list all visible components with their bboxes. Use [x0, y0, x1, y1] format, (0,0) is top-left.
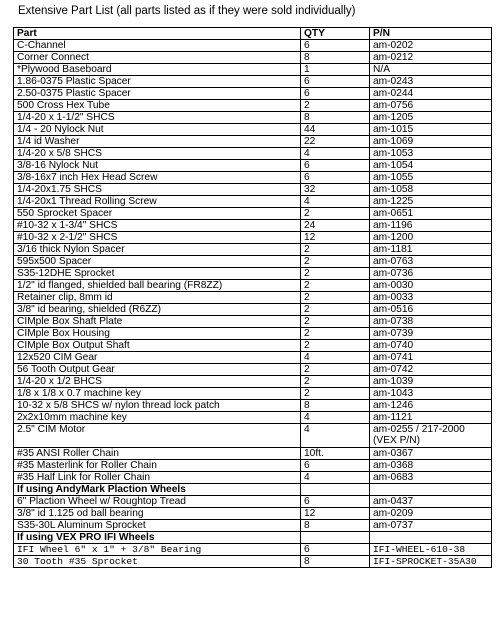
- pn-cell: am-1039: [370, 376, 492, 388]
- section-andymark: [14, 484, 492, 496]
- part-cell: CIMple Box Shaft Plate: [14, 316, 301, 328]
- qty-cell: 8: [301, 52, 370, 64]
- table-row: [14, 88, 492, 100]
- qty-cell: 2: [301, 364, 370, 376]
- part-cell: #10-32 x 1-3/4" SHCS: [14, 220, 301, 232]
- part-cell: 595x500 Spacer: [14, 256, 301, 268]
- qty-cell: 2: [301, 292, 370, 304]
- table-row: [14, 340, 492, 352]
- table-row: [14, 220, 492, 232]
- qty-cell: 2: [301, 376, 370, 388]
- pn-cell: am-0516: [370, 304, 492, 316]
- table-row: [14, 400, 492, 412]
- qty-cell: 10ft.: [301, 448, 370, 460]
- qty-cell: 8: [301, 400, 370, 412]
- qty-cell: 4: [301, 196, 370, 208]
- part-cell: 2.5" CIM Motor: [14, 424, 301, 448]
- part-cell: C-Channel: [14, 40, 301, 52]
- part-cell: *Plywood Baseboard: [14, 64, 301, 76]
- table-row: [14, 520, 492, 532]
- section-qty-empty: [301, 484, 370, 496]
- qty-cell: 2: [301, 208, 370, 220]
- table-row: [14, 292, 492, 304]
- qty-cell: 6: [301, 544, 370, 556]
- qty-cell: 6: [301, 88, 370, 100]
- part-cell: 3/8" id 1.125 od ball bearing: [14, 508, 301, 520]
- qty-cell: 4: [301, 472, 370, 484]
- part-cell: S35-12DHE Sprocket: [14, 268, 301, 280]
- part-cell: Corner Connect: [14, 52, 301, 64]
- header-part: Part: [14, 28, 301, 40]
- table-row: [14, 100, 492, 112]
- table-row: [14, 40, 492, 52]
- table-row: [14, 268, 492, 280]
- section-qty-empty: [301, 532, 370, 544]
- part-cell: 6" Plaction Wheel w/ Roughtop Tread: [14, 496, 301, 508]
- parts-table-body: [14, 28, 492, 568]
- part-cell: 1.86-0375 Plastic Spacer: [14, 76, 301, 88]
- part-cell: CIMple Box Housing: [14, 328, 301, 340]
- pn-cell: am-0244: [370, 88, 492, 100]
- part-cell: 1/4 - 20 Nylock Nut: [14, 124, 301, 136]
- part-cell: #35 Masterlink for Roller Chain: [14, 460, 301, 472]
- pn-cell: am-1205: [370, 112, 492, 124]
- section-pn-empty: [370, 532, 492, 544]
- pn-cell: N/A: [370, 64, 492, 76]
- table-header-row: [14, 28, 492, 40]
- part-cell: 2x2x10mm machine key: [14, 412, 301, 424]
- pn-cell: am-1246: [370, 400, 492, 412]
- part-cell: 30 Tooth #35 Sprocket: [14, 556, 301, 568]
- qty-cell: 8: [301, 520, 370, 532]
- table-row: [14, 160, 492, 172]
- qty-cell: 1: [301, 64, 370, 76]
- pn-cell: am-1053: [370, 148, 492, 160]
- part-cell: 1/4-20 x 1-1/2" SHCS: [14, 112, 301, 124]
- qty-cell: 8: [301, 556, 370, 568]
- table-row: [14, 136, 492, 148]
- part-cell: 1/2" id flanged, shielded ball bearing (FR8ZZ): [14, 280, 301, 292]
- part-cell: 3/8" id bearing, shielded (R6ZZ): [14, 304, 301, 316]
- part-cell: #10-32 x 2-1/2" SHCS: [14, 232, 301, 244]
- part-cell: Retainer clip, 8mm id: [14, 292, 301, 304]
- table-row: [14, 280, 492, 292]
- table-row: [14, 52, 492, 64]
- table-row: [14, 124, 492, 136]
- table-row: [14, 172, 492, 184]
- table-row: [14, 244, 492, 256]
- qty-cell: 2: [301, 340, 370, 352]
- pn-cell: am-0742: [370, 364, 492, 376]
- table-row: [14, 112, 492, 124]
- table-row: [14, 196, 492, 208]
- pn-cell: am-1058: [370, 184, 492, 196]
- table-row: [14, 388, 492, 400]
- qty-cell: 2: [301, 388, 370, 400]
- part-cell: 1/4-20 x 1/2 BHCS: [14, 376, 301, 388]
- pn-cell: am-0738: [370, 316, 492, 328]
- part-cell: 3/16 thick Nylon Spacer: [14, 244, 301, 256]
- part-cell: 12x520 CIM Gear: [14, 352, 301, 364]
- table-row: [14, 76, 492, 88]
- pn-cell: am-0368: [370, 460, 492, 472]
- pn-cell: am-1015: [370, 124, 492, 136]
- part-cell: 56 Tooth Output Gear: [14, 364, 301, 376]
- part-cell: 10-32 x 5/8 SHCS w/ nylon thread lock patch: [14, 400, 301, 412]
- header-qty: QTY: [301, 28, 370, 40]
- pn-cell: am-0739: [370, 328, 492, 340]
- table-row: [14, 208, 492, 220]
- table-row: [14, 148, 492, 160]
- qty-cell: 12: [301, 232, 370, 244]
- pn-cell: am-1069: [370, 136, 492, 148]
- part-cell: IFI Wheel 6" x 1" + 3/8" Bearing: [14, 544, 301, 556]
- part-cell: S35-30L Aluminum Sprocket: [14, 520, 301, 532]
- qty-cell: 6: [301, 496, 370, 508]
- pn-cell: am-1200: [370, 232, 492, 244]
- qty-cell: 2: [301, 100, 370, 112]
- pn-cell: am-1055: [370, 172, 492, 184]
- qty-cell: 4: [301, 424, 370, 448]
- part-cell: 1/4-20 x 5/8 SHCS: [14, 148, 301, 160]
- pn-cell: am-1196: [370, 220, 492, 232]
- pn-cell: am-0209: [370, 508, 492, 520]
- section-vex: [14, 532, 492, 544]
- pn-cell: am-0737: [370, 520, 492, 532]
- parts-table: [13, 27, 492, 568]
- pn-cell: am-1121: [370, 412, 492, 424]
- part-cell: 1/4 id Washer: [14, 136, 301, 148]
- qty-cell: 4: [301, 352, 370, 364]
- qty-cell: 2: [301, 280, 370, 292]
- section-label: If using VEX PRO IFI Wheels: [14, 532, 301, 544]
- table-row: [14, 316, 492, 328]
- qty-cell: 2: [301, 304, 370, 316]
- table-row: [14, 232, 492, 244]
- qty-cell: 22: [301, 136, 370, 148]
- section-pn-empty: [370, 484, 492, 496]
- qty-cell: 2: [301, 256, 370, 268]
- pn-cell: am-0651: [370, 208, 492, 220]
- table-row: [14, 184, 492, 196]
- section-label: If using AndyMark Plaction Wheels: [14, 484, 301, 496]
- table-row: [14, 556, 492, 568]
- pn-cell: am-0202: [370, 40, 492, 52]
- table-row: [14, 544, 492, 556]
- pn-cell: am-0437: [370, 496, 492, 508]
- qty-cell: 2: [301, 268, 370, 280]
- part-cell: CIMple Box Output Shaft: [14, 340, 301, 352]
- table-row: [14, 256, 492, 268]
- pn-cell: am-0255 / 217-2000 (VEX P/N): [370, 424, 492, 448]
- pn-cell: am-0740: [370, 340, 492, 352]
- qty-cell: 6: [301, 460, 370, 472]
- part-cell: 1/8 x 1/8 x 0.7 machine key: [14, 388, 301, 400]
- qty-cell: 2: [301, 244, 370, 256]
- table-row: [14, 364, 492, 376]
- pn-cell: am-1054: [370, 160, 492, 172]
- table-row: [14, 412, 492, 424]
- part-cell: 1/4-20x1.75 SHCS: [14, 184, 301, 196]
- pn-cell: am-0033: [370, 292, 492, 304]
- table-row: [14, 508, 492, 520]
- header-pn: P/N: [370, 28, 492, 40]
- table-row: [14, 304, 492, 316]
- qty-cell: 6: [301, 160, 370, 172]
- pn-cell: am-0756: [370, 100, 492, 112]
- part-cell: 550 Sprocket Spacer: [14, 208, 301, 220]
- qty-cell: 6: [301, 76, 370, 88]
- pn-cell: IFI-WHEEL-610-38: [370, 544, 492, 556]
- pn-cell: am-1181: [370, 244, 492, 256]
- page-title: Extensive Part List (all parts listed as if they were sold individually): [18, 5, 356, 17]
- pn-cell: am-0243: [370, 76, 492, 88]
- pn-cell: am-0736: [370, 268, 492, 280]
- part-cell: 2.50-0375 Plastic Spacer: [14, 88, 301, 100]
- part-cell: #35 ANSI Roller Chain: [14, 448, 301, 460]
- qty-cell: 2: [301, 316, 370, 328]
- table-row: [14, 352, 492, 364]
- table-row: [14, 460, 492, 472]
- table-row: [14, 424, 492, 448]
- qty-cell: 6: [301, 40, 370, 52]
- pn-cell: IFI-SPROCKET-35A30: [370, 556, 492, 568]
- pn-cell: am-1043: [370, 388, 492, 400]
- pn-cell: am-0367: [370, 448, 492, 460]
- qty-cell: 12: [301, 508, 370, 520]
- qty-cell: 6: [301, 172, 370, 184]
- table-row: [14, 448, 492, 460]
- table-row: [14, 496, 492, 508]
- qty-cell: 4: [301, 412, 370, 424]
- table-row: [14, 472, 492, 484]
- pn-cell: am-0683: [370, 472, 492, 484]
- table-row: [14, 64, 492, 76]
- qty-cell: 32: [301, 184, 370, 196]
- table-row: [14, 376, 492, 388]
- table-row: [14, 328, 492, 340]
- pn-cell: am-0741: [370, 352, 492, 364]
- qty-cell: 2: [301, 328, 370, 340]
- pn-cell: am-0212: [370, 52, 492, 64]
- qty-cell: 44: [301, 124, 370, 136]
- part-cell: 500 Cross Hex Tube: [14, 100, 301, 112]
- pn-cell: am-0030: [370, 280, 492, 292]
- part-cell: 1/4-20x1 Thread Rolling Screw: [14, 196, 301, 208]
- qty-cell: 4: [301, 148, 370, 160]
- part-cell: #35 Half Link for Roller Chain: [14, 472, 301, 484]
- part-cell: 3/8-16 Nylock Nut: [14, 160, 301, 172]
- pn-cell: am-0763: [370, 256, 492, 268]
- part-cell: 3/8-16x7 inch Hex Head Screw: [14, 172, 301, 184]
- qty-cell: 8: [301, 112, 370, 124]
- pn-cell: am-1225: [370, 196, 492, 208]
- qty-cell: 24: [301, 220, 370, 232]
